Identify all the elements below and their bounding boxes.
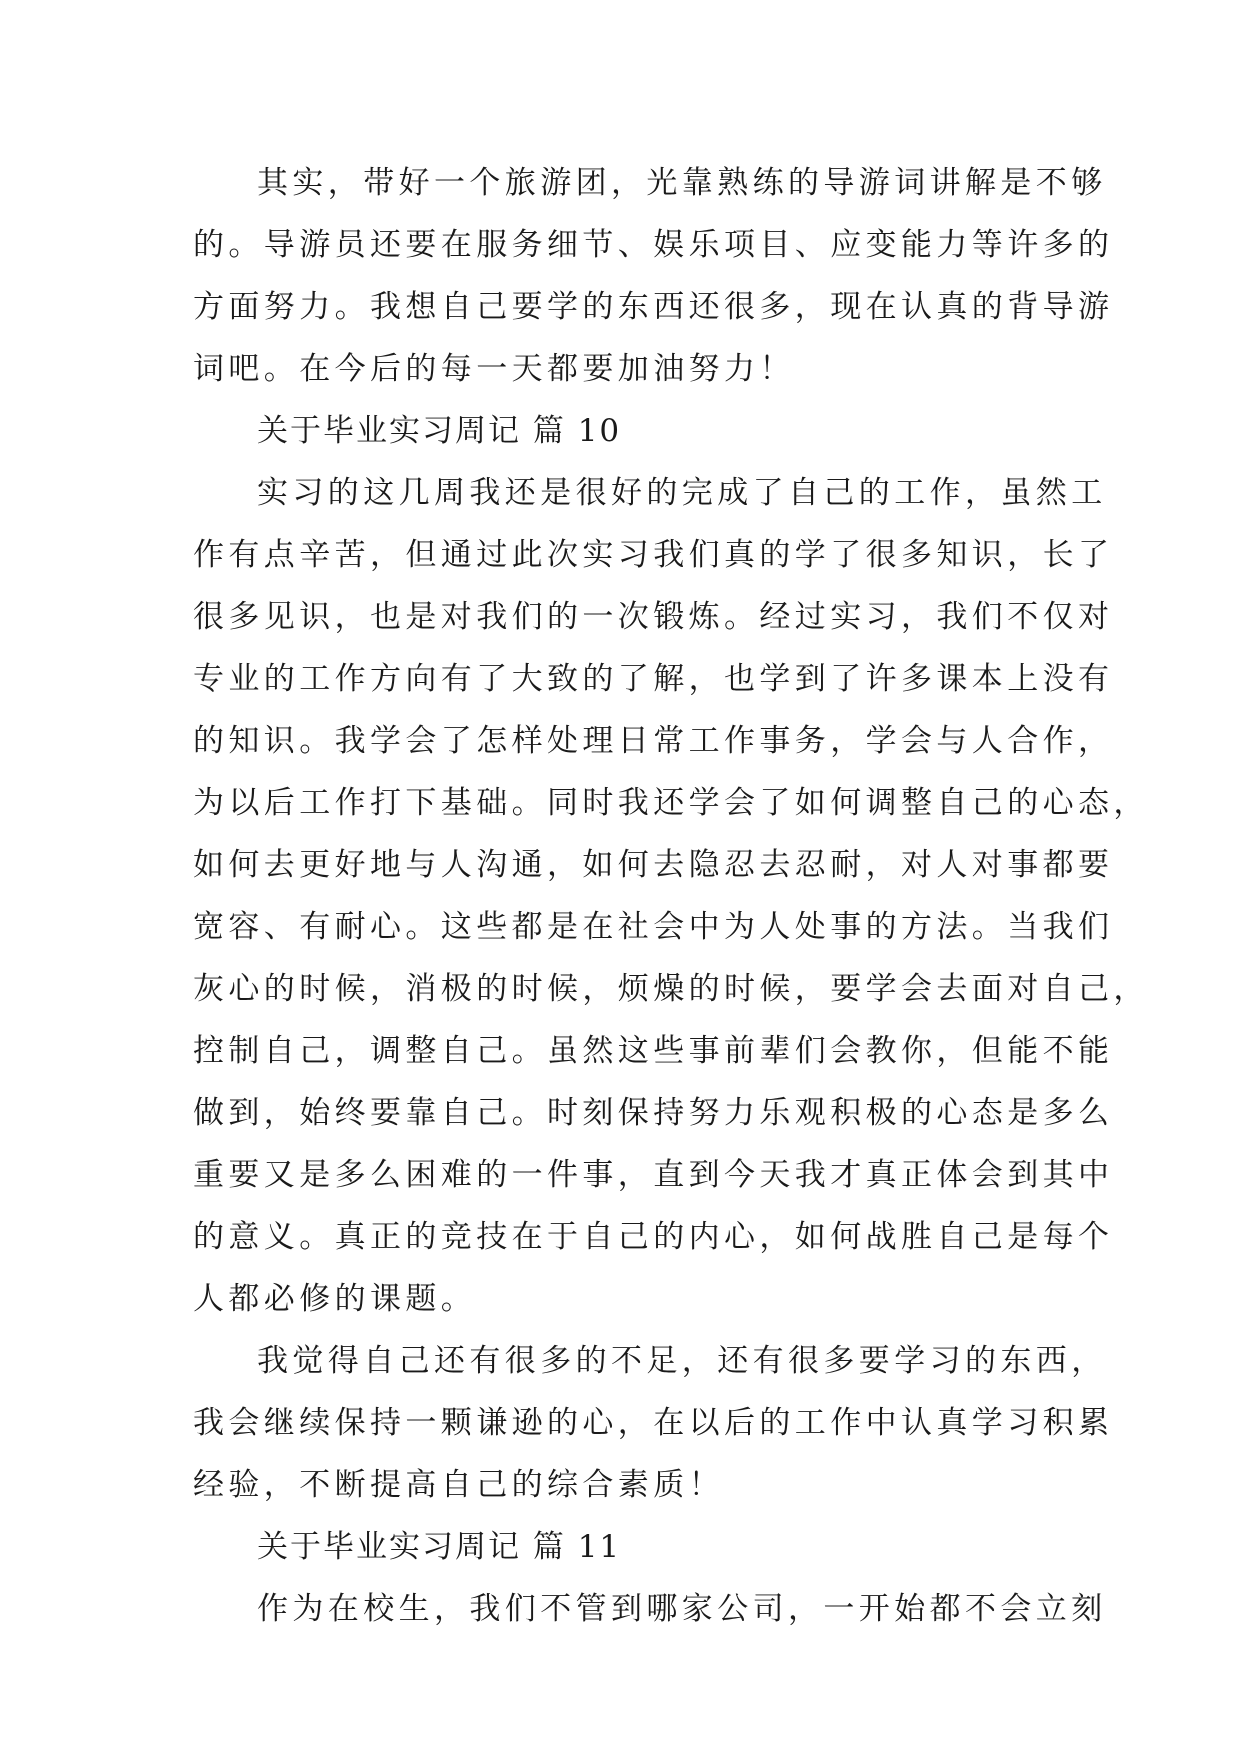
paragraph xyxy=(193,152,1114,400)
document-page xyxy=(193,152,1149,1640)
text-line: 词吧。在今后的每一天都要加油努力！ xyxy=(193,351,795,387)
text-line: 重要又是多么困难的一件事，直到今天我才真正体会到其中 xyxy=(193,1157,1114,1193)
paragraph xyxy=(193,1330,1114,1516)
text-line: 如何去更好地与人沟通，如何去隐忍去忍耐，对人对事都要 xyxy=(193,847,1114,883)
document-body xyxy=(193,152,1149,1640)
text-line: 作为在校生，我们不管到哪家公司，一开始都不会立刻 xyxy=(257,1591,1107,1627)
text-line: 专业的工作方向有了大致的了解，也学到了许多课本上没有 xyxy=(193,661,1114,697)
section-heading xyxy=(193,400,1053,462)
text-line: 宽容、有耐心。这些都是在社会中为人处事的方法。当我们 xyxy=(193,909,1114,945)
heading-text: 关于毕业实习周记 篇 11 xyxy=(257,1529,622,1565)
paragraph xyxy=(193,1578,1107,1640)
text-line: 其实，带好一个旅游团，光靠熟练的导游词讲解是不够 xyxy=(257,165,1107,201)
text-line: 很多见识，也是对我们的一次锻炼。经过实习，我们不仅对 xyxy=(193,599,1114,635)
text-line: 做到，始终要靠自己。时刻保持努力乐观积极的心态是多么 xyxy=(193,1095,1114,1131)
section-heading xyxy=(193,1516,1053,1578)
text-line: 控制自己，调整自己。虽然这些事前辈们会教你，但能不能 xyxy=(193,1033,1114,1069)
text-line: 的意义。真正的竞技在于自己的内心，如何战胜自己是每个 xyxy=(193,1219,1114,1255)
text-line: 的知识。我学会了怎样处理日常工作事务，学会与人合作， xyxy=(193,723,1114,759)
text-line: 实习的这几周我还是很好的完成了自己的工作，虽然工 xyxy=(257,475,1107,511)
text-line: 经验，不断提高自己的综合素质！ xyxy=(193,1467,724,1503)
text-line: 的。导游员还要在服务细节、娱乐项目、应变能力等许多的 xyxy=(193,227,1114,263)
text-line: 人都必修的课题。 xyxy=(193,1281,477,1317)
text-line: 我会继续保持一颗谦逊的心，在以后的工作中认真学习积累 xyxy=(193,1405,1114,1441)
text-line: 灰心的时候，消极的时候，烦燥的时候，要学会去面对自己， xyxy=(193,971,1149,1007)
paragraph xyxy=(193,462,1149,1330)
text-line: 为以后工作打下基础。同时我还学会了如何调整自己的心态， xyxy=(193,785,1149,821)
text-line: 作有点辛苦，但通过此次实习我们真的学了很多知识，长了 xyxy=(193,537,1114,573)
heading-text: 关于毕业实习周记 篇 10 xyxy=(257,413,622,449)
text-line: 方面努力。我想自己要学的东西还很多，现在认真的背导游 xyxy=(193,289,1114,325)
text-line: 我觉得自己还有很多的不足，还有很多要学习的东西， xyxy=(257,1343,1107,1379)
